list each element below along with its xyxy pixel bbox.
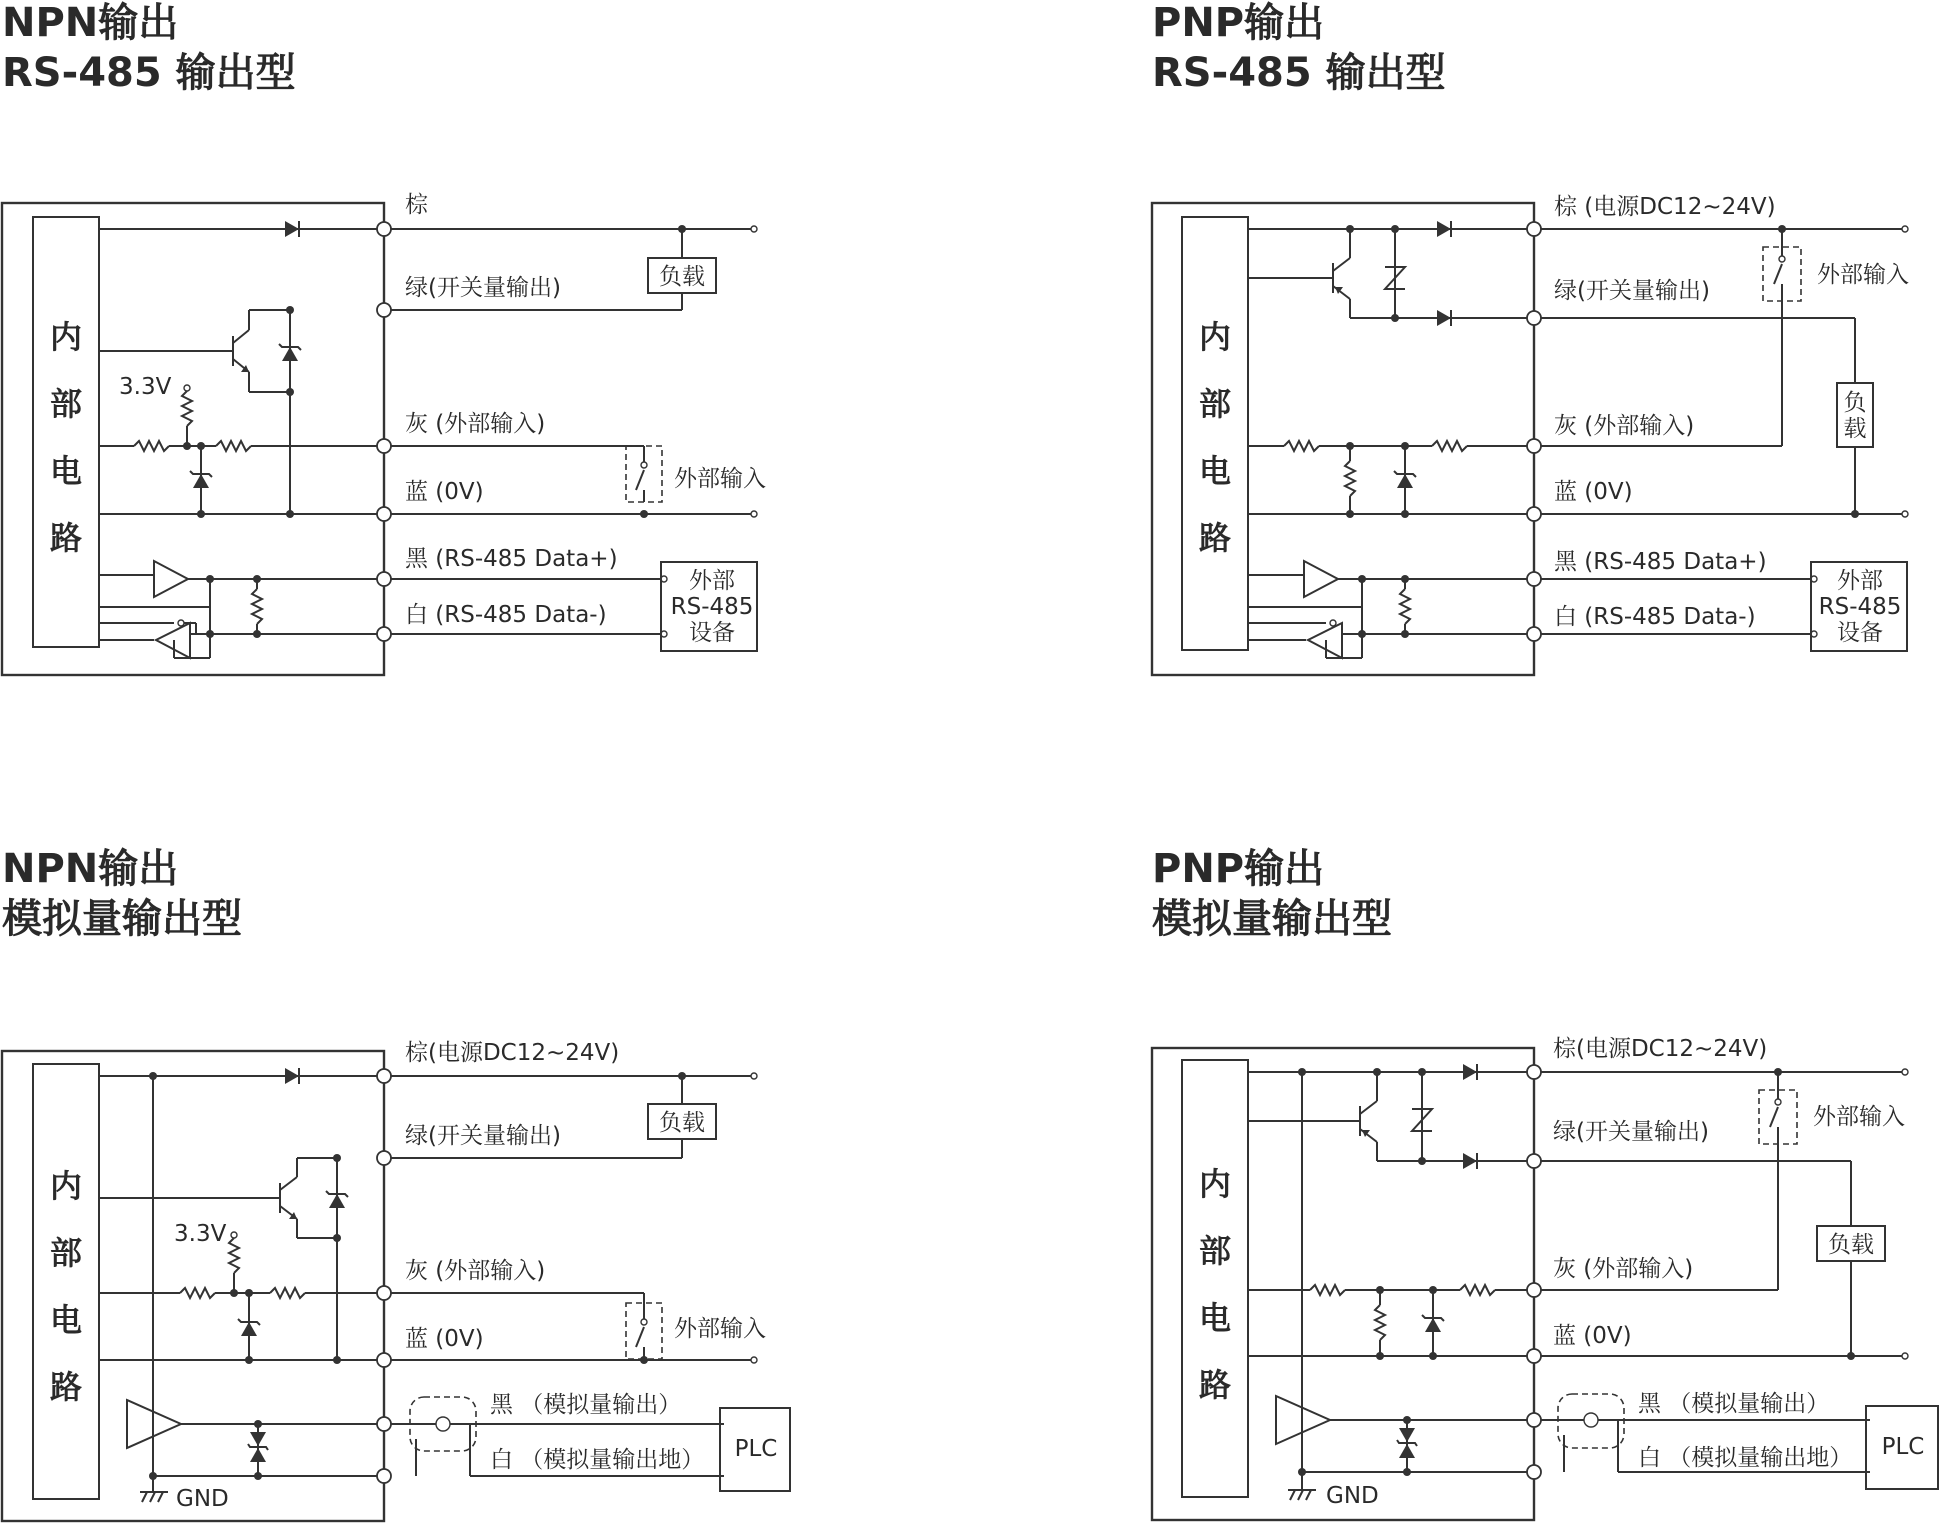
- internal-circuit-char: 电: [49, 452, 83, 490]
- load-label: 载: [1843, 416, 1867, 442]
- zener-diode-icon: [1422, 1315, 1444, 1332]
- internal-circuit-box: [33, 1064, 99, 1499]
- internal-circuit-char: 内: [1198, 1165, 1232, 1203]
- diagram-title-line2: RS-485 输出型: [1152, 50, 1446, 96]
- terminal: [377, 439, 391, 453]
- internal-circuit-char: 部: [1198, 1232, 1232, 1270]
- diagram-pnp-analog: [1152, 846, 1938, 1520]
- diagram-title-line1: PNP输出: [1152, 846, 1325, 892]
- wire-label-blue: 蓝 (0V): [405, 1326, 484, 1352]
- wire-label-brown: 棕: [405, 192, 428, 218]
- zener-diode-icon: [190, 471, 212, 488]
- external-input-label: 外部输入: [1817, 262, 1909, 288]
- wire-label-black: 黑 （模拟量输出）: [490, 1392, 682, 1418]
- sensor-body: [1152, 203, 1534, 675]
- terminal: [1527, 1465, 1541, 1479]
- voltage-label: 3.3V: [119, 374, 172, 400]
- diode-icon: [1437, 221, 1451, 237]
- device-label: 外部: [1837, 568, 1883, 594]
- diagram-title-line2: RS-485 输出型: [2, 50, 296, 96]
- load-label: 负载: [659, 264, 705, 290]
- terminal: [1527, 572, 1541, 586]
- diagram-npn-analog: [2, 846, 790, 1521]
- terminal: [377, 1469, 391, 1483]
- diagram-title-line2: 模拟量输出型: [2, 896, 242, 942]
- terminal: [377, 1286, 391, 1300]
- load-label: 负: [1843, 390, 1867, 416]
- gnd-label: GND: [1326, 1483, 1379, 1509]
- internal-circuit-char: 部: [49, 385, 83, 423]
- device-label: 设备: [689, 620, 735, 646]
- diode-icon: [285, 221, 299, 237]
- terminal: [1527, 627, 1541, 641]
- device-label: RS-485: [1818, 594, 1902, 620]
- internal-circuit-char: 路: [49, 519, 83, 557]
- wire-label-black: 黑 （模拟量输出）: [1638, 1391, 1830, 1417]
- sensor-body: [2, 203, 384, 675]
- diode-icon: [1463, 1153, 1477, 1169]
- wire-label-green: 绿(开关量输出): [405, 1123, 561, 1149]
- device-label: 外部: [689, 568, 735, 594]
- external-input-switch: [626, 1303, 662, 1359]
- terminal: [377, 303, 391, 317]
- wire-label-gray: 灰 (外部输入): [1554, 413, 1695, 439]
- zener-diode-icon: [238, 1319, 260, 1336]
- terminal: [377, 1417, 391, 1431]
- terminal: [1527, 1349, 1541, 1363]
- terminal: [377, 1353, 391, 1367]
- device-label: 设备: [1837, 620, 1883, 646]
- internal-circuit-char: 路: [1198, 519, 1232, 557]
- diagram-pnp-rs485: [1152, 0, 1909, 675]
- terminal: [1527, 1283, 1541, 1297]
- zener-diode-icon: [326, 1191, 348, 1208]
- diagram-npn-rs485: [2, 0, 766, 675]
- wire-label-brown: 棕(电源DC12~24V): [1553, 1036, 1768, 1062]
- driver-buffer-icon: [154, 561, 188, 597]
- wire-label-white: 白 (RS-485 Data-): [1554, 604, 1756, 630]
- internal-circuit-char: 路: [49, 1368, 83, 1406]
- terminal: [377, 222, 391, 236]
- terminal: [1527, 439, 1541, 453]
- tvs-diode-icon: [250, 1432, 266, 1446]
- wire-label-gray: 灰 (外部输入): [405, 1258, 546, 1284]
- wire-label-blue: 蓝 (0V): [1553, 1323, 1632, 1349]
- wire-label-blue: 蓝 (0V): [405, 479, 484, 505]
- terminal: [377, 507, 391, 521]
- plc-label: PLC: [1881, 1434, 1925, 1460]
- sensor-body: [1152, 1048, 1534, 1520]
- internal-circuit-box: [1182, 1060, 1248, 1497]
- diode-icon: [285, 1068, 299, 1084]
- device-label: RS-485: [670, 594, 754, 620]
- internal-circuit-char: 路: [1198, 1366, 1232, 1404]
- wire-label-black: 黑 (RS-485 Data+): [1554, 549, 1767, 575]
- load-label: 负载: [659, 1110, 705, 1136]
- zener-diode-icon: [1394, 471, 1416, 488]
- diode-icon: [1437, 310, 1451, 326]
- external-input-label: 外部输入: [1813, 1104, 1905, 1130]
- gnd-label: GND: [176, 1486, 229, 1512]
- internal-circuit-char: 部: [1198, 385, 1232, 423]
- plc-label: PLC: [734, 1436, 778, 1462]
- internal-circuit-char: 电: [1198, 452, 1232, 490]
- terminal: [377, 627, 391, 641]
- terminal: [377, 1069, 391, 1083]
- wire-label-blue: 蓝 (0V): [1554, 479, 1633, 505]
- diode-icon: [1463, 1064, 1477, 1080]
- terminal: [1527, 1065, 1541, 1079]
- tvs-diode-icon: [1399, 1428, 1415, 1442]
- load-label: 负载: [1828, 1232, 1874, 1258]
- voltage-label: 3.3V: [174, 1221, 227, 1247]
- diagram-title-line1: NPN输出: [2, 0, 179, 46]
- external-input-label: 外部输入: [674, 466, 766, 492]
- diagram-title-line1: NPN输出: [2, 846, 179, 892]
- internal-circuit-char: 内: [49, 1167, 83, 1205]
- wire-label-gray: 灰 (外部输入): [405, 411, 546, 437]
- zener-diode-icon: [279, 344, 301, 361]
- diagram-title-line2: 模拟量输出型: [1152, 896, 1392, 942]
- wire-label-green: 绿(开关量输出): [1554, 278, 1710, 304]
- internal-circuit-box: [33, 217, 99, 647]
- driver-buffer-icon: [1304, 561, 1338, 597]
- terminal: [377, 1151, 391, 1165]
- internal-circuit-char: 内: [49, 318, 83, 356]
- internal-circuit-char: 部: [49, 1234, 83, 1272]
- wire-label-green: 绿(开关量输出): [405, 275, 561, 301]
- external-input-switch: [626, 446, 662, 502]
- wire-label-white: 白 （模拟量输出地）: [1638, 1445, 1853, 1471]
- wire-label-white: 白 （模拟量输出地）: [490, 1447, 705, 1473]
- terminal: [1527, 1154, 1541, 1168]
- terminal: [1527, 1413, 1541, 1427]
- internal-circuit-char: 电: [49, 1301, 83, 1339]
- terminal: [377, 572, 391, 586]
- wire-label-brown: 棕(电源DC12~24V): [405, 1040, 620, 1066]
- terminal: [1527, 507, 1541, 521]
- terminal: [1527, 311, 1541, 325]
- sensor-body: [2, 1051, 384, 1521]
- terminal: [1527, 222, 1541, 236]
- external-input-label: 外部输入: [674, 1316, 766, 1342]
- wire-label-brown: 棕 (电源DC12~24V): [1554, 194, 1776, 220]
- wire-label-gray: 灰 (外部输入): [1553, 1256, 1694, 1282]
- internal-circuit-char: 电: [1198, 1299, 1232, 1337]
- wire-label-black: 黑 (RS-485 Data+): [405, 546, 618, 572]
- wire-label-white: 白 (RS-485 Data-): [405, 602, 607, 628]
- internal-circuit-box: [1182, 217, 1248, 650]
- wire-label-green: 绿(开关量输出): [1553, 1119, 1709, 1145]
- diagram-title-line1: PNP输出: [1152, 0, 1325, 46]
- internal-circuit-char: 内: [1198, 318, 1232, 356]
